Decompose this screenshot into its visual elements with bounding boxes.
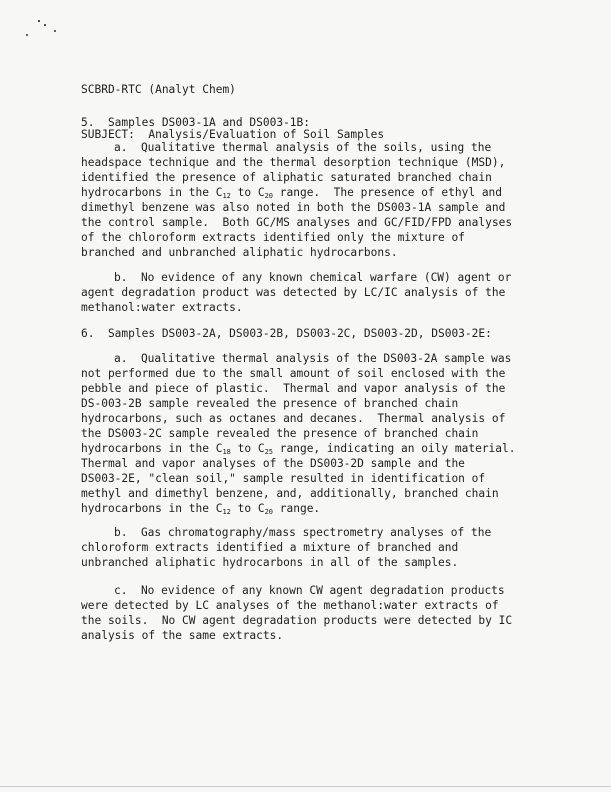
text-fragment: hydrocarbons in the C xyxy=(81,186,223,199)
speck xyxy=(44,24,46,26)
section-6-paragraph-c xyxy=(81,583,541,643)
section-6-paragraph-b xyxy=(81,525,541,570)
scan-edge-line xyxy=(0,786,611,787)
text-line: hydrocarbons, such as octanes and decanes. Thermal analysis of xyxy=(81,412,506,425)
subscript: 20 xyxy=(264,192,274,200)
text-line: branched and unbranched aliphatic hydrocarbons. xyxy=(81,246,398,259)
section-6-paragraph-a xyxy=(81,351,541,516)
section-5-heading xyxy=(81,115,541,130)
text-line: identified the presence of aliphatic saturated branched chain xyxy=(81,171,492,184)
text-line xyxy=(81,441,541,456)
section-6-heading xyxy=(81,326,541,341)
subscript: 12 xyxy=(222,192,231,200)
text-fragment: to C xyxy=(230,502,265,515)
text-fragment: range. xyxy=(273,502,321,515)
text-line: DS-003-2B sample revealed the presence of branched chain xyxy=(81,397,459,410)
subject-line: SUBJECT: Analysis/Evaluation of Soil Samples xyxy=(81,128,385,141)
text-line: c. No evidence of any known CW agent degradation products xyxy=(114,584,505,597)
text-line xyxy=(81,501,541,516)
text-fragment: range. The presence of ethyl and xyxy=(273,186,503,199)
text-line: chloroform extracts identified a mixture of branched and xyxy=(81,541,459,554)
text-line: b. Gas chromatography/mass spectrometry analyses of the xyxy=(114,526,492,539)
text-line: pebble and piece of plastic. Thermal and vapor analysis of the xyxy=(81,382,506,395)
text-line: of the chloroform extracts identified only the mixture of xyxy=(81,231,465,244)
subscript: 12 xyxy=(222,508,231,516)
section-5-paragraph-a xyxy=(81,140,541,260)
text-line: methyl and dimethyl benzene, and, additionally, branched chain xyxy=(81,487,499,500)
section-heading: 5. Samples DS003-1A and DS003-1B: xyxy=(81,116,311,129)
text-line: dimethyl benzene was also noted in both the DS003-1A sample and xyxy=(81,201,506,214)
section-5-paragraph-b xyxy=(81,270,541,315)
text-fragment: hydrocarbons in the C xyxy=(81,502,223,515)
text-fragment: to C xyxy=(230,186,265,199)
text-line: the soils. No CW agent degradation products were detected by IC xyxy=(81,614,513,627)
text-line: DS003-2E, "clean soil," sample resulted in identification of xyxy=(81,472,486,485)
text-fragment: to C xyxy=(230,442,265,455)
text-line: were detected by LC analyses of the methanol:water extracts of xyxy=(81,599,499,612)
speck xyxy=(38,20,40,22)
subscript: 18 xyxy=(222,448,231,456)
text-line: methanol:water extracts. xyxy=(81,301,243,314)
text-line: headspace technique and the thermal desorption technique (MSD), xyxy=(81,156,506,169)
text-line: a. Qualitative thermal analysis of the DS003-2A sample was xyxy=(114,352,512,365)
text-line: unbranched aliphatic hydrocarbons in all of the samples. xyxy=(81,556,459,569)
subscript: 25 xyxy=(264,448,274,456)
text-line: a. Qualitative thermal analysis of the soils, using the xyxy=(114,141,492,154)
text-fragment: range, indicating an oily material. xyxy=(273,442,516,455)
text-line: analysis of the same extracts. xyxy=(81,629,284,642)
text-line: the control sample. Both GC/MS analyses and GC/FID/FPD analyses xyxy=(81,216,513,229)
text-line xyxy=(81,185,541,200)
text-line: the DS003-2C sample revealed the presence of branched chain xyxy=(81,427,479,440)
office-symbol: SCBRD-RTC (Analyt Chem) xyxy=(81,83,236,96)
text-line: agent degradation product was detected by LC/IC analysis of the xyxy=(81,286,506,299)
speck xyxy=(26,34,28,36)
text-line: Thermal and vapor analyses of the DS003-2D sample and the xyxy=(81,457,465,470)
speck xyxy=(54,30,56,32)
text-line: b. No evidence of any known chemical warfare (CW) agent or xyxy=(114,271,512,284)
text-line: not performed due to the small amount of soil enclosed with the xyxy=(81,367,506,380)
section-heading: 6. Samples DS003-2A, DS003-2B, DS003-2C, DS003-2D, DS003-2E: xyxy=(81,327,492,340)
subscript: 20 xyxy=(264,508,274,516)
text-fragment: hydrocarbons in the C xyxy=(81,442,223,455)
